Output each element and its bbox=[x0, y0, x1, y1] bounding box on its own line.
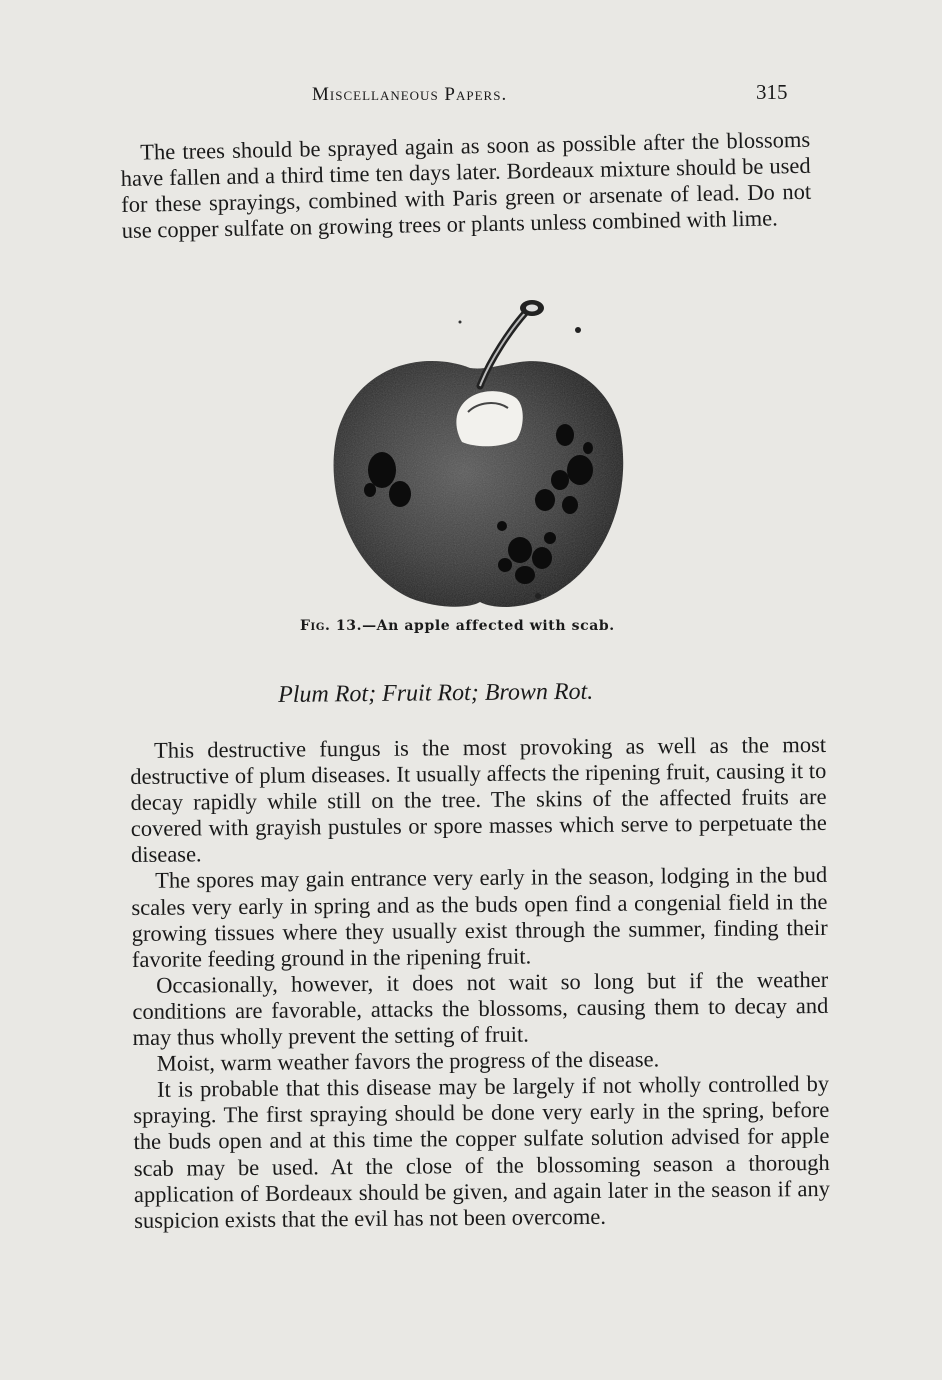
section-paragraph-3: Occasionally, however, it does not wait so long but if the weather conditions are favorable, attacks the blossoms, causing them to decay and may thus wholly prevent the setting of fruit. bbox=[132, 966, 829, 1051]
figure-caption-text: —An apple affected with scab. bbox=[362, 618, 615, 634]
figure-caption bbox=[300, 618, 615, 634]
page-number: 315 bbox=[756, 80, 788, 104]
section-title: Plum Rot; Fruit Rot; Brown Rot. bbox=[278, 678, 594, 708]
running-head: Miscellaneous Papers. bbox=[312, 84, 508, 105]
figure-label: Fig. 13. bbox=[300, 618, 363, 634]
section-paragraph-4: Moist, warm weather favors the progress of the disease. bbox=[156, 1046, 660, 1076]
section-paragraph-5: It is probable that this disease may be largely if not wholly controlled by spraying. The first spraying should be done very early in the spring, before the buds open and at this time the copper sulfate solution advised for apple scab may be used. At the close of the blossoming season a thorough application of Bordeaux should be given, and again later in the season if any suspicion exists that the evil has not been overcome. bbox=[133, 1071, 831, 1233]
intro-paragraph: The trees should be sprayed again as soon as possible after the blossoms have fallen and a third time ten days later. Bordeaux mixture should be used for these sprayings, combined with Paris green or arsenate of lead. Do not use copper sulfate on growing trees or plants unless combined with lime. bbox=[120, 126, 812, 243]
apple-scab-illustration bbox=[320, 290, 640, 620]
section-paragraph-1: This destructive fungus is the most provoking as well as the most destructive of plum diseases. It usually affects the ripening fruit, causing it to decay rapidly while still on the tree. The skins of the affected fruits are covered with grayish pustules or spore masses which serve to perpetuate the disease. bbox=[130, 731, 827, 868]
section-paragraph-2: The spores may gain entrance very early in the season, lodging in the bud scales very early in spring and as the buds open find a congenial field in the growing tissues where they usually exist through the summer, finding their favorite feeding ground in the ripening fruit. bbox=[131, 862, 828, 972]
section-body bbox=[130, 732, 830, 1234]
